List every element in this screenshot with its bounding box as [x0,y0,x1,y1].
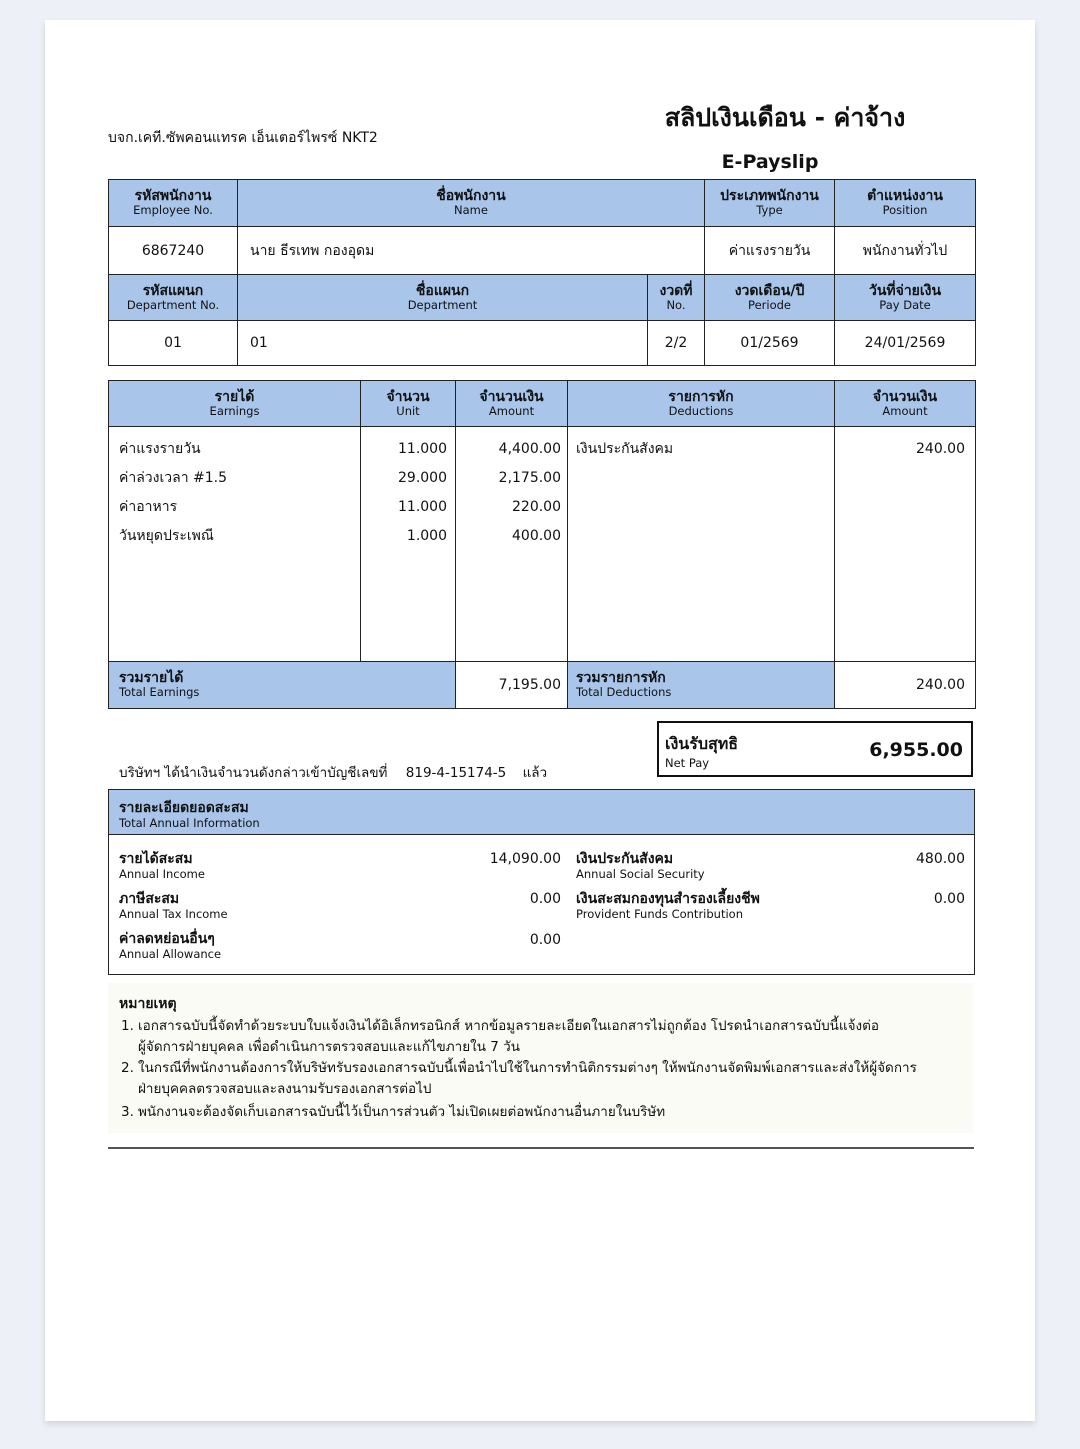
bank-prefix: บริษัทฯ ได้นำเงินจำนวนดังกล่าวเข้าบัญชีเลขที่ [119,765,388,781]
notes-title: หมายเหตุ [119,996,177,1012]
header-position: ตำแหน่งงาน Position [835,180,976,227]
total-earnings-label: รวมรายได้ Total Earnings [109,662,456,709]
annual-allowance-value: 0.00 [529,932,561,948]
list-item: 1.000 [406,528,447,544]
annual-pf-label: เงินสะสมกองทุนสำรองเลี้ยงชีพ Provident Funds Contribution [576,891,760,921]
header-department: ชื่อแผนก Department [238,275,648,321]
header-no: งวดที่ No. [648,275,705,321]
net-pay-value: 6,955.00 [869,739,963,761]
total-deductions-label: รวมรายการหัก Total Deductions [568,662,835,709]
deduction-names [568,427,835,662]
earning-names [109,427,361,662]
header-pay-date: วันที่จ่ายเงิน Pay Date [835,275,976,321]
earning-units [361,427,456,662]
department-name: 01 [238,321,648,366]
annual-allowance-label: ค่าลดหย่อนอื่นๆ Annual Allowance [119,931,222,961]
annual-sso-value: 480.00 [916,851,965,867]
list-item: 2,175.00 [498,470,561,486]
annual-tax-label: ภาษีสะสม Annual Tax Income [119,891,228,921]
header-deduction-amount: จำนวนเงิน Amount [835,381,976,427]
list-item: 29.000 [398,470,447,486]
list-item: ค่าอาหาร [119,499,178,515]
total-earnings-value: 7,195.00 [456,662,568,709]
title-english: E-Payslip [721,151,819,173]
earnings-table [108,380,976,709]
annual-title-en: Total Annual Information [119,816,260,830]
employee-info-table [108,179,976,366]
list-item: 11.000 [398,441,447,457]
bank-suffix: แล้ว [522,765,548,781]
bank-transfer-note [119,761,547,783]
annual-pf-value: 0.00 [933,891,965,907]
list-item: 400.00 [512,528,561,544]
header-deductions: รายการหัก Deductions [568,381,835,427]
title-thai: สลิปเงินเดือน - ค่าจ้าง [664,103,906,132]
list-item: 11.000 [398,499,447,515]
period-no: 2/2 [648,321,705,366]
department-code: 01 [109,321,238,366]
total-deductions-value: 240.00 [835,662,976,709]
note-item: 3. พนักงานจะต้องจัดเก็บเอกสารฉบับนี้ไว้เป็นการส่วนตัว ไม่เปิดเผยต่อพนักงานอื่นภายในบริษัท [121,1104,666,1120]
employee-type: ค่าแรงรายวัน [705,227,835,275]
list-item: ค่าแรงรายวัน [119,441,201,457]
deduction-amounts [835,427,976,662]
list-item: ค่าล่วงเวลา #1.5 [119,470,228,486]
bank-account: 819-4-15174-5 [405,765,507,781]
net-pay-label-en: Net Pay [665,756,710,770]
employee-name: นาย ธีรเทพ กองอุดม [238,227,705,275]
list-item: 240.00 [916,441,965,457]
list-item: เงินประกันสังคม [576,441,674,457]
annual-income-label: รายได้สะสม Annual Income [119,851,205,881]
annual-income-value: 14,090.00 [489,851,561,867]
net-pay-label: เงินรับสุทธิ [665,734,739,753]
header-employee-no: รหัสพนักงาน Employee No. [109,180,238,227]
list-item: 4,400.00 [498,441,561,457]
employee-id: 6867240 [109,227,238,275]
header-unit: จำนวน Unit [361,381,456,427]
header-periode: งวดเดือน/ปี Periode [705,275,835,321]
bottom-divider [108,1147,974,1149]
annual-sso-label: เงินประกันสังคม Annual Social Security [576,851,705,881]
net-pay-box [657,721,973,777]
company-name: บจก.เคที.ซัพคอนแทรค เอ็นเตอร์ไพรซ์ NKT2 [108,130,378,146]
header-name: ชื่อพนักงาน Name [238,180,705,227]
header-department-no: รหัสแผนก Department No. [109,275,238,321]
list-item: 220.00 [512,499,561,515]
header-type: ประเภทพนักงาน Type [705,180,835,227]
pay-date: 24/01/2569 [835,321,976,366]
header-amount: จำนวนเงิน Amount [456,381,568,427]
earning-amounts [456,427,568,662]
note-item: 1. เอกสารฉบับนี้จัดทำด้วยระบบใบแจ้งเงินได้อิเล็กทรอนิกส์ หากข้อมูลรายละเอียดในเอกสารไม่ถูกต้อง โปรดนำเอกสารฉบับนี้แจ้งต่อ ผู้จัดการฝ่ายบุคคล เพื่อดำเนินการตรวจสอบและแก้ไขภายใน 7 วัน [121,1018,879,1055]
notes-section [108,983,973,1133]
annual-info-header [109,790,974,835]
annual-title: รายละเอียดยอดสะสม [119,800,249,816]
header-earnings: รายได้ Earnings [109,381,361,427]
employee-position: พนักงานทั่วไป [835,227,976,275]
annual-info-section [108,789,975,975]
list-item: วันหยุดประเพณี [119,528,214,544]
annual-tax-value: 0.00 [529,891,561,907]
note-item: 2. ในกรณีที่พนักงานต้องการให้บริษัทรับรองเอกสารฉบับนี้เพื่อนำไปใช้ในการทำนิติกรรมต่างๆ ให้พนักงานจัดพิมพ์เอกสารและส่งให้ผู้จัดการ ฝ่ายบุคคลตรวจสอบและลงนามรับรองเอกสารต่อไป [121,1060,917,1097]
period-month: 01/2569 [705,321,835,366]
